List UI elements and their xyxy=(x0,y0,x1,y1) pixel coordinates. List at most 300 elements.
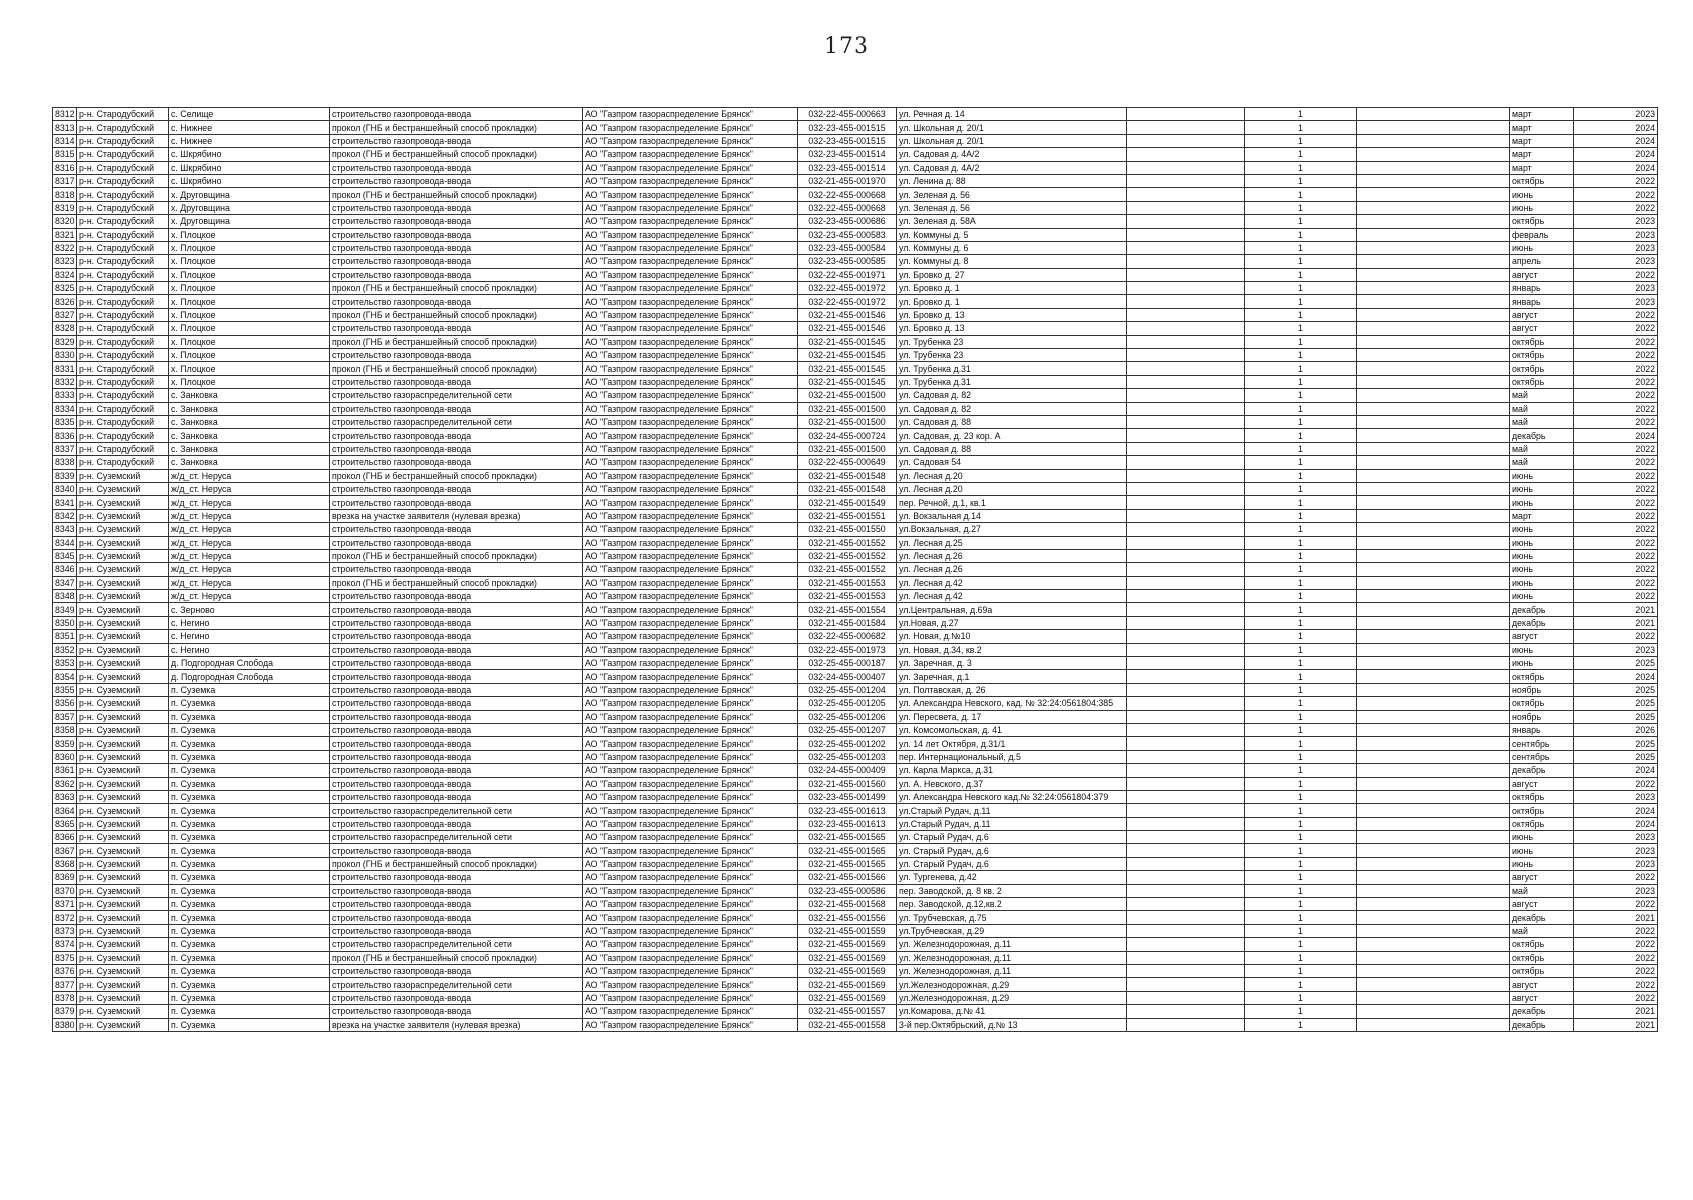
cell-address: ул. Садовая д. 4А/2 xyxy=(897,148,1127,161)
cell-extra-2 xyxy=(1357,482,1510,495)
cell-application-code: 032-23-455-001514 xyxy=(798,148,897,161)
cell-row-number: 8333 xyxy=(53,389,77,402)
cell-extra-1 xyxy=(1127,349,1245,362)
cell-year: 2022 xyxy=(1574,509,1658,522)
cell-quantity: 1 xyxy=(1245,657,1357,670)
cell-year: 2022 xyxy=(1574,871,1658,884)
cell-extra-2 xyxy=(1357,523,1510,536)
table-row xyxy=(53,951,1658,964)
cell-quantity: 1 xyxy=(1245,710,1357,723)
cell-extra-2 xyxy=(1357,657,1510,670)
cell-organization: АО "Газпром газораспределение Брянск" xyxy=(583,496,798,509)
cell-month: май xyxy=(1510,924,1574,937)
cell-year: 2025 xyxy=(1574,697,1658,710)
cell-district: р-н. Стародубский xyxy=(77,228,169,241)
cell-row-number: 8356 xyxy=(53,697,77,710)
cell-address: ул. Лесная д.25 xyxy=(897,536,1127,549)
cell-year: 2022 xyxy=(1574,576,1658,589)
cell-address: 3-й пер.Октябрьский, д.№ 13 xyxy=(897,1018,1127,1031)
cell-extra-1 xyxy=(1127,737,1245,750)
cell-year: 2024 xyxy=(1574,429,1658,442)
cell-settlement: х. Друговщина xyxy=(169,215,330,228)
cell-year: 2023 xyxy=(1574,215,1658,228)
table-row xyxy=(53,697,1658,710)
cell-work-type: строительство газопровода-ввода xyxy=(330,991,583,1004)
table-row xyxy=(53,657,1658,670)
cell-work-type: строительство газораспределительной сети xyxy=(330,938,583,951)
cell-settlement: п. Суземка xyxy=(169,938,330,951)
cell-settlement: с. Занковка xyxy=(169,456,330,469)
cell-work-type: строительство газопровода-ввода xyxy=(330,255,583,268)
cell-settlement: ж/д_ст. Неруса xyxy=(169,482,330,495)
cell-work-type: строительство газораспределительной сети xyxy=(330,831,583,844)
cell-application-code: 032-22-455-000649 xyxy=(798,456,897,469)
cell-year: 2022 xyxy=(1574,523,1658,536)
cell-district: р-н. Суземский xyxy=(77,710,169,723)
cell-extra-2 xyxy=(1357,496,1510,509)
cell-work-type: строительство газопровода-ввода xyxy=(330,723,583,736)
cell-application-code: 032-21-455-001559 xyxy=(798,924,897,937)
cell-settlement: п. Суземка xyxy=(169,777,330,790)
cell-extra-1 xyxy=(1127,536,1245,549)
cell-application-code: 032-23-455-001515 xyxy=(798,121,897,134)
cell-work-type: строительство газопровода-ввода xyxy=(330,482,583,495)
cell-application-code: 032-23-455-000686 xyxy=(798,215,897,228)
cell-organization: АО "Газпром газораспределение Брянск" xyxy=(583,657,798,670)
cell-year: 2022 xyxy=(1574,268,1658,281)
cell-settlement: х. Плоцкое xyxy=(169,241,330,254)
cell-district: р-н. Суземский xyxy=(77,616,169,629)
cell-work-type: строительство газораспределительной сети xyxy=(330,415,583,428)
cell-extra-2 xyxy=(1357,295,1510,308)
cell-settlement: х. Плоцкое xyxy=(169,228,330,241)
cell-application-code: 032-25-455-000187 xyxy=(798,657,897,670)
cell-application-code: 032-25-455-001202 xyxy=(798,737,897,750)
cell-row-number: 8365 xyxy=(53,817,77,830)
cell-application-code: 032-23-455-000583 xyxy=(798,228,897,241)
cell-extra-1 xyxy=(1127,831,1245,844)
cell-district: р-н. Суземский xyxy=(77,790,169,803)
cell-extra-1 xyxy=(1127,978,1245,991)
cell-settlement: х. Плоцкое xyxy=(169,308,330,321)
cell-application-code: 032-21-455-001500 xyxy=(798,389,897,402)
table-row xyxy=(53,108,1658,121)
cell-application-code: 032-21-455-001554 xyxy=(798,603,897,616)
cell-row-number: 8324 xyxy=(53,268,77,281)
cell-application-code: 032-21-455-001545 xyxy=(798,362,897,375)
cell-organization: АО "Газпром газораспределение Брянск" xyxy=(583,630,798,643)
cell-work-type: прокол (ГНБ и бестраншейный способ прокладки) xyxy=(330,308,583,321)
cell-month: июнь xyxy=(1510,482,1574,495)
cell-month: июнь xyxy=(1510,241,1574,254)
cell-work-type: прокол (ГНБ и бестраншейный способ прокладки) xyxy=(330,469,583,482)
cell-extra-1 xyxy=(1127,857,1245,870)
cell-row-number: 8361 xyxy=(53,764,77,777)
cell-extra-1 xyxy=(1127,549,1245,562)
cell-month: август xyxy=(1510,268,1574,281)
cell-extra-2 xyxy=(1357,844,1510,857)
cell-extra-1 xyxy=(1127,764,1245,777)
cell-work-type: строительство газопровода-ввода xyxy=(330,322,583,335)
cell-quantity: 1 xyxy=(1245,429,1357,442)
cell-work-type: строительство газопровода-ввода xyxy=(330,643,583,656)
cell-address: ул.Старый Рудач, д.11 xyxy=(897,804,1127,817)
cell-organization: АО "Газпром газораспределение Брянск" xyxy=(583,991,798,1004)
cell-row-number: 8346 xyxy=(53,563,77,576)
cell-organization: АО "Газпром газораспределение Брянск" xyxy=(583,777,798,790)
cell-row-number: 8349 xyxy=(53,603,77,616)
cell-organization: АО "Газпром газораспределение Брянск" xyxy=(583,884,798,897)
cell-extra-1 xyxy=(1127,335,1245,348)
cell-quantity: 1 xyxy=(1245,349,1357,362)
cell-quantity: 1 xyxy=(1245,563,1357,576)
cell-extra-2 xyxy=(1357,349,1510,362)
cell-year: 2022 xyxy=(1574,563,1658,576)
cell-district: р-н. Суземский xyxy=(77,603,169,616)
cell-application-code: 032-24-455-000409 xyxy=(798,764,897,777)
cell-extra-1 xyxy=(1127,991,1245,1004)
table-row xyxy=(53,563,1658,576)
cell-application-code: 032-21-455-001558 xyxy=(798,1018,897,1031)
cell-application-code: 032-25-455-001203 xyxy=(798,750,897,763)
cell-application-code: 032-24-455-000724 xyxy=(798,429,897,442)
cell-work-type: строительство газопровода-ввода xyxy=(330,657,583,670)
table-row xyxy=(53,603,1658,616)
cell-address: ул. Старый Рудач, д.6 xyxy=(897,857,1127,870)
cell-district: р-н. Стародубский xyxy=(77,241,169,254)
cell-month: октябрь xyxy=(1510,938,1574,951)
cell-organization: АО "Газпром газораспределение Брянск" xyxy=(583,335,798,348)
cell-address: ул. Коммуны д. 8 xyxy=(897,255,1127,268)
cell-quantity: 1 xyxy=(1245,362,1357,375)
cell-month: январь xyxy=(1510,295,1574,308)
cell-quantity: 1 xyxy=(1245,456,1357,469)
registry-table xyxy=(52,107,1658,1032)
cell-application-code: 032-22-455-000663 xyxy=(798,108,897,121)
cell-address: ул. Карла Маркса, д.31 xyxy=(897,764,1127,777)
cell-extra-1 xyxy=(1127,482,1245,495)
cell-address: ул.Трубчевская, д.29 xyxy=(897,924,1127,937)
cell-year: 2022 xyxy=(1574,938,1658,951)
cell-month: октябрь xyxy=(1510,804,1574,817)
cell-address: ул. Бровко д. 13 xyxy=(897,308,1127,321)
cell-district: р-н. Стародубский xyxy=(77,456,169,469)
cell-row-number: 8343 xyxy=(53,523,77,536)
table-row xyxy=(53,201,1658,214)
cell-settlement: х. Плоцкое xyxy=(169,335,330,348)
cell-application-code: 032-25-455-001206 xyxy=(798,710,897,723)
cell-extra-2 xyxy=(1357,884,1510,897)
cell-work-type: строительство газопровода-ввода xyxy=(330,898,583,911)
cell-month: июнь xyxy=(1510,549,1574,562)
cell-work-type: строительство газораспределительной сети xyxy=(330,978,583,991)
table-row xyxy=(53,161,1658,174)
table-row xyxy=(53,764,1658,777)
cell-address: пер. Речной, д.1, кв.1 xyxy=(897,496,1127,509)
cell-quantity: 1 xyxy=(1245,322,1357,335)
cell-month: июнь xyxy=(1510,563,1574,576)
cell-row-number: 8380 xyxy=(53,1018,77,1031)
cell-settlement: п. Суземка xyxy=(169,817,330,830)
cell-work-type: прокол (ГНБ и бестраншейный способ прокладки) xyxy=(330,335,583,348)
table-row xyxy=(53,750,1658,763)
cell-year: 2022 xyxy=(1574,375,1658,388)
cell-quantity: 1 xyxy=(1245,804,1357,817)
cell-address: ул. Коммуны д. 6 xyxy=(897,241,1127,254)
cell-month: май xyxy=(1510,402,1574,415)
cell-extra-1 xyxy=(1127,630,1245,643)
cell-settlement: с. Занковка xyxy=(169,429,330,442)
cell-work-type: строительство газопровода-ввода xyxy=(330,670,583,683)
cell-district: р-н. Суземский xyxy=(77,831,169,844)
cell-year: 2022 xyxy=(1574,469,1658,482)
cell-quantity: 1 xyxy=(1245,282,1357,295)
cell-settlement: с. Негино xyxy=(169,616,330,629)
cell-district: р-н. Суземский xyxy=(77,978,169,991)
cell-extra-1 xyxy=(1127,282,1245,295)
cell-quantity: 1 xyxy=(1245,844,1357,857)
cell-row-number: 8339 xyxy=(53,469,77,482)
cell-settlement: х. Плоцкое xyxy=(169,295,330,308)
table-row xyxy=(53,482,1658,495)
cell-year: 2022 xyxy=(1574,402,1658,415)
cell-month: июнь xyxy=(1510,201,1574,214)
cell-month: октябрь xyxy=(1510,670,1574,683)
cell-extra-1 xyxy=(1127,657,1245,670)
cell-settlement: с. Негино xyxy=(169,643,330,656)
cell-quantity: 1 xyxy=(1245,590,1357,603)
cell-row-number: 8357 xyxy=(53,710,77,723)
cell-address: ул. Трубчевская, д.75 xyxy=(897,911,1127,924)
cell-work-type: строительство газораспределительной сети xyxy=(330,389,583,402)
cell-extra-1 xyxy=(1127,108,1245,121)
cell-quantity: 1 xyxy=(1245,697,1357,710)
cell-extra-1 xyxy=(1127,683,1245,696)
cell-settlement: п. Суземка xyxy=(169,978,330,991)
cell-district: р-н. Суземский xyxy=(77,750,169,763)
table-row xyxy=(53,1005,1658,1018)
cell-application-code: 032-23-455-001515 xyxy=(798,134,897,147)
table-row xyxy=(53,415,1658,428)
table-row xyxy=(53,683,1658,696)
cell-year: 2024 xyxy=(1574,121,1658,134)
cell-month: май xyxy=(1510,456,1574,469)
cell-month: ноябрь xyxy=(1510,683,1574,696)
cell-organization: АО "Газпром газораспределение Брянск" xyxy=(583,295,798,308)
cell-application-code: 032-23-455-001613 xyxy=(798,817,897,830)
cell-extra-2 xyxy=(1357,817,1510,830)
cell-year: 2023 xyxy=(1574,844,1658,857)
cell-work-type: прокол (ГНБ и бестраншейный способ прокладки) xyxy=(330,121,583,134)
cell-work-type: строительство газопровода-ввода xyxy=(330,710,583,723)
cell-address: ул. Бровко д. 13 xyxy=(897,322,1127,335)
cell-year: 2025 xyxy=(1574,710,1658,723)
cell-application-code: 032-22-455-000668 xyxy=(798,188,897,201)
cell-extra-2 xyxy=(1357,723,1510,736)
cell-application-code: 032-21-455-001569 xyxy=(798,938,897,951)
cell-address: ул. Садовая д. 88 xyxy=(897,415,1127,428)
cell-extra-2 xyxy=(1357,857,1510,870)
cell-quantity: 1 xyxy=(1245,121,1357,134)
cell-application-code: 032-21-455-001569 xyxy=(798,978,897,991)
cell-extra-2 xyxy=(1357,804,1510,817)
cell-settlement: ж/д_ст. Неруса xyxy=(169,576,330,589)
cell-settlement: с. Нижнее xyxy=(169,121,330,134)
table-row xyxy=(53,509,1658,522)
table-row xyxy=(53,670,1658,683)
cell-year: 2023 xyxy=(1574,282,1658,295)
cell-settlement: п. Суземка xyxy=(169,710,330,723)
table-row xyxy=(53,375,1658,388)
cell-work-type: прокол (ГНБ и бестраншейный способ прокладки) xyxy=(330,951,583,964)
cell-extra-1 xyxy=(1127,148,1245,161)
cell-row-number: 8355 xyxy=(53,683,77,696)
cell-district: р-н. Суземский xyxy=(77,844,169,857)
cell-row-number: 8340 xyxy=(53,482,77,495)
cell-quantity: 1 xyxy=(1245,831,1357,844)
cell-application-code: 032-24-455-000407 xyxy=(798,670,897,683)
cell-settlement: с. Занковка xyxy=(169,442,330,455)
cell-extra-2 xyxy=(1357,938,1510,951)
cell-application-code: 032-21-455-001970 xyxy=(798,174,897,187)
cell-organization: АО "Газпром газораспределение Брянск" xyxy=(583,898,798,911)
cell-quantity: 1 xyxy=(1245,482,1357,495)
cell-row-number: 8325 xyxy=(53,282,77,295)
cell-year: 2022 xyxy=(1574,442,1658,455)
cell-application-code: 032-25-455-001205 xyxy=(798,697,897,710)
cell-organization: АО "Газпром газораспределение Брянск" xyxy=(583,482,798,495)
cell-month: октябрь xyxy=(1510,335,1574,348)
cell-year: 2022 xyxy=(1574,322,1658,335)
cell-district: р-н. Стародубский xyxy=(77,375,169,388)
cell-application-code: 032-22-455-000668 xyxy=(798,201,897,214)
cell-address: ул. Бровко д. 1 xyxy=(897,282,1127,295)
cell-extra-1 xyxy=(1127,201,1245,214)
cell-extra-1 xyxy=(1127,456,1245,469)
cell-month: август xyxy=(1510,898,1574,911)
cell-quantity: 1 xyxy=(1245,215,1357,228)
cell-application-code: 032-23-455-001613 xyxy=(798,804,897,817)
cell-application-code: 032-21-455-001552 xyxy=(798,563,897,576)
table-row xyxy=(53,1018,1658,1031)
cell-work-type: строительство газопровода-ввода xyxy=(330,215,583,228)
cell-settlement: с. Занковка xyxy=(169,389,330,402)
cell-district: р-н. Суземский xyxy=(77,590,169,603)
cell-row-number: 8370 xyxy=(53,884,77,897)
cell-application-code: 032-21-455-001552 xyxy=(798,536,897,549)
cell-month: май xyxy=(1510,884,1574,897)
cell-work-type: строительство газопровода-ввода xyxy=(330,228,583,241)
cell-extra-1 xyxy=(1127,643,1245,656)
table-row xyxy=(53,804,1658,817)
table-row xyxy=(53,442,1658,455)
cell-row-number: 8362 xyxy=(53,777,77,790)
cell-settlement: с. Занковка xyxy=(169,402,330,415)
cell-quantity: 1 xyxy=(1245,911,1357,924)
cell-quantity: 1 xyxy=(1245,643,1357,656)
cell-organization: АО "Газпром газораспределение Брянск" xyxy=(583,616,798,629)
cell-extra-1 xyxy=(1127,844,1245,857)
cell-application-code: 032-21-455-001551 xyxy=(798,509,897,522)
cell-row-number: 8320 xyxy=(53,215,77,228)
cell-extra-1 xyxy=(1127,898,1245,911)
cell-settlement: х. Плоцкое xyxy=(169,362,330,375)
table-row xyxy=(53,188,1658,201)
table-row xyxy=(53,777,1658,790)
table-row xyxy=(53,911,1658,924)
cell-organization: АО "Газпром газораспределение Брянск" xyxy=(583,697,798,710)
cell-address: ул. Вокзальная д.14 xyxy=(897,509,1127,522)
cell-month: август xyxy=(1510,308,1574,321)
cell-year: 2021 xyxy=(1574,616,1658,629)
cell-settlement: х. Друговщина xyxy=(169,201,330,214)
cell-organization: АО "Газпром газораспределение Брянск" xyxy=(583,174,798,187)
cell-extra-1 xyxy=(1127,697,1245,710)
cell-year: 2024 xyxy=(1574,161,1658,174)
cell-work-type: строительство газопровода-ввода xyxy=(330,924,583,937)
cell-quantity: 1 xyxy=(1245,496,1357,509)
cell-row-number: 8317 xyxy=(53,174,77,187)
cell-district: р-н. Стародубский xyxy=(77,389,169,402)
cell-work-type: строительство газопровода-ввода xyxy=(330,134,583,147)
table-row xyxy=(53,362,1658,375)
cell-row-number: 8312 xyxy=(53,108,77,121)
cell-extra-1 xyxy=(1127,362,1245,375)
cell-work-type: строительство газопровода-ввода xyxy=(330,241,583,254)
cell-month: октябрь xyxy=(1510,951,1574,964)
cell-month: октябрь xyxy=(1510,817,1574,830)
cell-row-number: 8319 xyxy=(53,201,77,214)
cell-extra-2 xyxy=(1357,121,1510,134)
cell-application-code: 032-21-455-001546 xyxy=(798,308,897,321)
cell-district: р-н. Стародубский xyxy=(77,268,169,281)
cell-month: май xyxy=(1510,415,1574,428)
cell-address: ул. Александра Невского, кад. № 32:24:0561804:385 xyxy=(897,697,1127,710)
table-row xyxy=(53,282,1658,295)
cell-quantity: 1 xyxy=(1245,442,1357,455)
cell-extra-1 xyxy=(1127,1005,1245,1018)
cell-quantity: 1 xyxy=(1245,1018,1357,1031)
cell-application-code: 032-21-455-001560 xyxy=(798,777,897,790)
cell-extra-1 xyxy=(1127,268,1245,281)
cell-application-code: 032-22-455-001972 xyxy=(798,282,897,295)
cell-district: р-н. Суземский xyxy=(77,938,169,951)
cell-year: 2022 xyxy=(1574,389,1658,402)
cell-address: ул. Пересвета, д. 17 xyxy=(897,710,1127,723)
cell-application-code: 032-23-455-000586 xyxy=(798,884,897,897)
cell-work-type: строительство газопровода-ввода xyxy=(330,790,583,803)
cell-organization: АО "Газпром газораспределение Брянск" xyxy=(583,978,798,991)
cell-address: ул. Школьная д. 20/1 xyxy=(897,134,1127,147)
cell-application-code: 032-21-455-001548 xyxy=(798,482,897,495)
cell-work-type: прокол (ГНБ и бестраншейный способ прокладки) xyxy=(330,282,583,295)
cell-extra-1 xyxy=(1127,670,1245,683)
cell-row-number: 8313 xyxy=(53,121,77,134)
cell-organization: АО "Газпром газораспределение Брянск" xyxy=(583,1005,798,1018)
cell-settlement: х. Плоцкое xyxy=(169,282,330,295)
cell-row-number: 8331 xyxy=(53,362,77,375)
cell-address: ул. Школьная д. 20/1 xyxy=(897,121,1127,134)
cell-extra-2 xyxy=(1357,282,1510,295)
cell-year: 2021 xyxy=(1574,1005,1658,1018)
cell-settlement: с. Нижнее xyxy=(169,134,330,147)
cell-district: р-н. Стародубский xyxy=(77,308,169,321)
cell-extra-2 xyxy=(1357,108,1510,121)
cell-work-type: строительство газопровода-ввода xyxy=(330,590,583,603)
cell-settlement: х. Плоцкое xyxy=(169,375,330,388)
table-row xyxy=(53,831,1658,844)
table-row xyxy=(53,268,1658,281)
